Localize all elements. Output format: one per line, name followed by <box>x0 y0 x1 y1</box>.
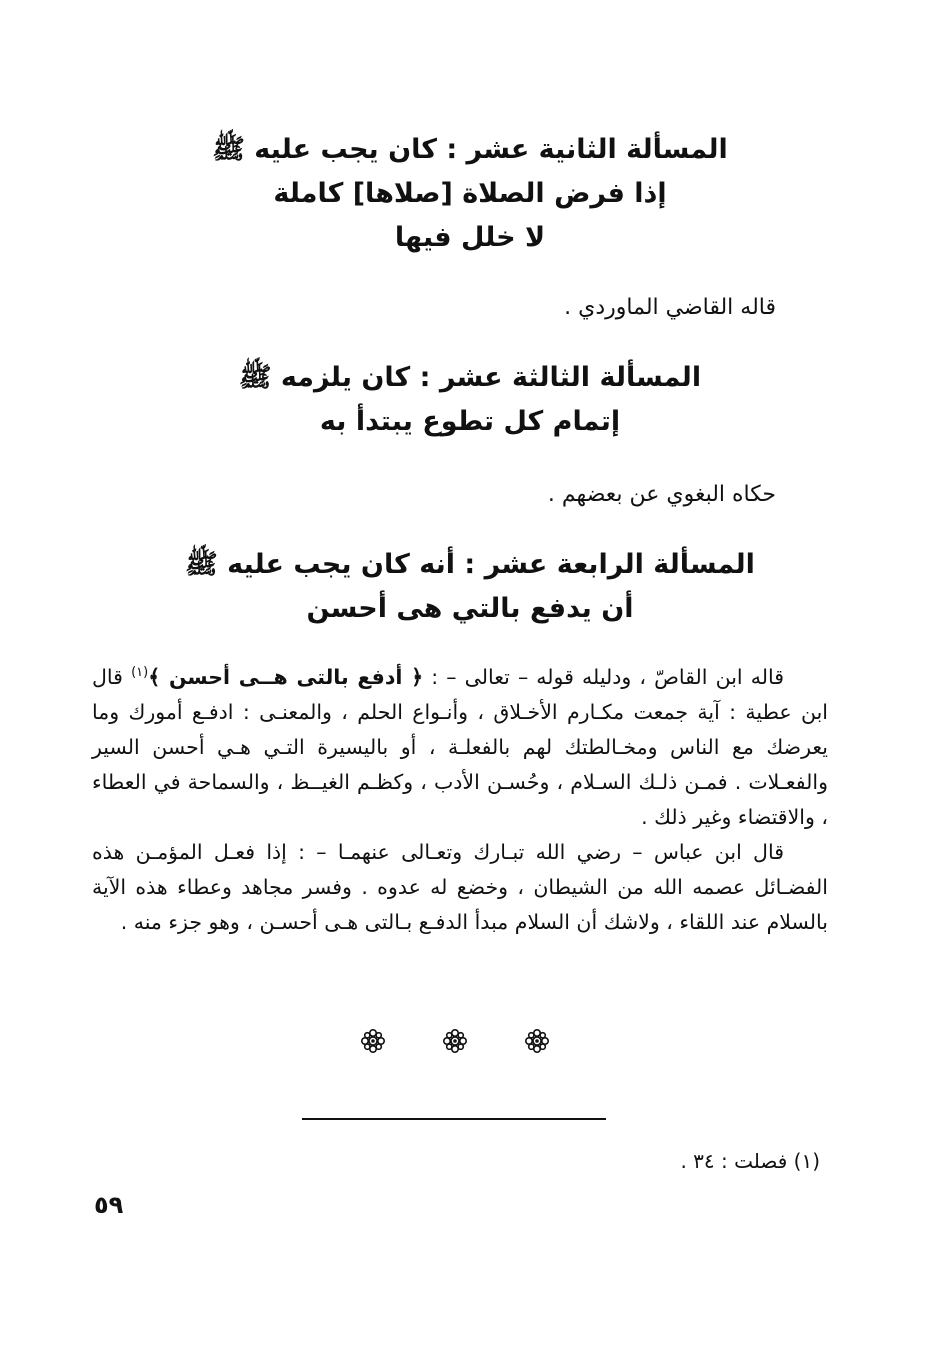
issue-12-heading <box>120 128 820 260</box>
footnote-divider <box>302 1118 606 1120</box>
paragraph-rest: قال ابن عطية : آية جمعت مكـارم الأخـلاق ، وأنـواع الحلم ، والمعنـى : ادفـع أمورك وما يعرضك مع الناس ومخـالطتك لهم بالفعلـة ، أو باليسيرة التـي هـي أحسن السير والفعـلات . فمـن ذلـك السـلام ، وحُسـن الأدب ، وكظـم الغيــظ ، والسماحة في العطاء ، والاقتضاء وغير ذلك . <box>92 665 828 829</box>
issue-14-heading-line: أن يدفع بالتي هى أحسن <box>306 593 634 624</box>
footnote-reference: (١) <box>131 665 149 681</box>
issue-13-heading-line: المسألة الثالثة عشر : كان يلزمه ﷺ <box>238 362 702 393</box>
footnote: (١) فصلت : ٣٤ . <box>680 1149 820 1173</box>
rosette-ornament-icon <box>360 1028 386 1054</box>
issue-12-heading-line: لا خلل فيها <box>394 222 546 253</box>
paragraph-ibn-abbas: قال ابن عباس – رضي الله تبـارك وتعـالى عنهمـا – : إذا فعـل المؤمـن هذه الفضـائل عصمه الله من الشيطان ، وخضع له عدوه . وفسر مجاهد وعطاء هذه الآية بالسلام عند اللقاء ، ولاشك أن السلام مبدأ الدفـع بـالتى هـى أحسـن ، وهو جزء منه . <box>92 840 828 934</box>
issue-13-heading-line: إتمام كل تطوع يبتدأ به <box>319 406 621 437</box>
paragraph-ibn-atiyyah <box>92 660 828 835</box>
body-text <box>92 660 828 940</box>
rosette-ornament-icon <box>524 1028 550 1054</box>
issue-12-heading-line: إذا فرض الصلاة [صلاها] كاملة <box>273 178 667 209</box>
page-number: ٥٩ <box>94 1191 124 1219</box>
issue-14-heading <box>120 543 820 631</box>
rosette-ornament-icon <box>442 1028 468 1054</box>
issue-13-attribution: حكاه البغوي عن بعضهم . <box>547 482 776 507</box>
issue-14-heading-line: المسألة الرابعة عشر : أنه كان يجب عليه ﷺ <box>185 549 755 580</box>
paragraph-intro: قاله ابن القاصّ ، ودليله قوله – تعالى – : <box>423 665 784 689</box>
quran-verse: ﴿ أدفع بالتى هــى أحسن ﴾ <box>148 665 424 689</box>
issue-12-heading-line: المسألة الثانية عشر : كان يجب عليه ﷺ <box>212 134 728 165</box>
section-ornaments <box>360 1028 550 1054</box>
issue-13-heading <box>120 356 820 444</box>
issue-12-attribution: قاله القاضي الماوردي . <box>564 295 776 320</box>
